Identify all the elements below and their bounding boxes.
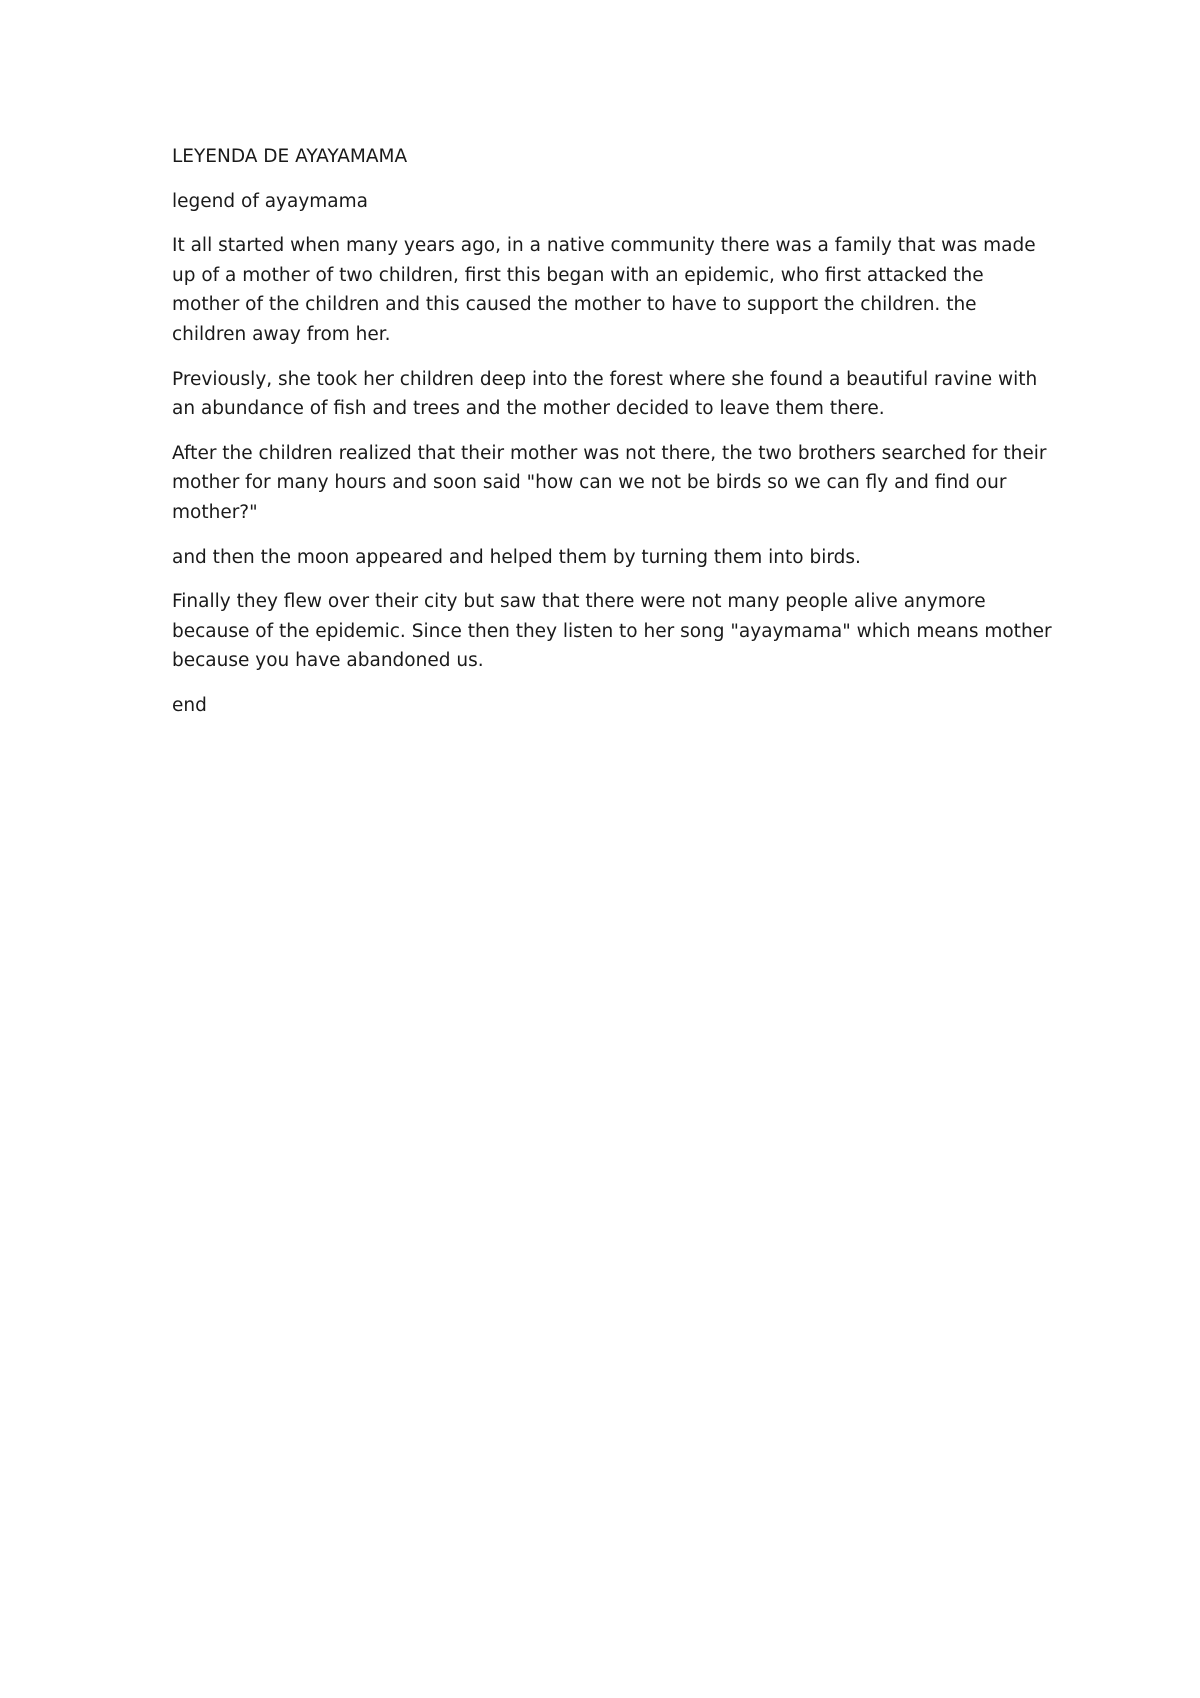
paragraph-1: It all started when many years ago, in a native community there was a family that was made up of a mother of two children, first this began with an epidemic, who first attacked the mother of the children and this caused the mother to have to support the children. the children away from her.	[172, 235, 1036, 345]
document-title: LEYENDA DE AYAYAMAMA	[172, 146, 408, 167]
paragraph-5: Finally they flew over their city but saw that there were not many people alive anymore because of the epidemic. Since then they listen to her song "ayaymama" which means mother because you have abandoned us.	[172, 591, 1052, 672]
document-subtitle: legend of ayaymama	[172, 190, 368, 212]
paragraph-3: After the children realized that their mother was not there, the two brothers searched for their mother for many hours and soon said "how can we not be birds so we can fly and find our mother?"	[172, 442, 1047, 523]
closing-word: end	[172, 694, 207, 716]
paragraph-4: and then the moon appeared and helped them by turning them into birds.	[172, 546, 861, 568]
document-body	[172, 142, 1052, 736]
paragraph-2: Previously, she took her children deep into the forest where she found a beautiful ravine with an abundance of fish and trees and the mother decided to leave them there.	[172, 368, 1038, 420]
